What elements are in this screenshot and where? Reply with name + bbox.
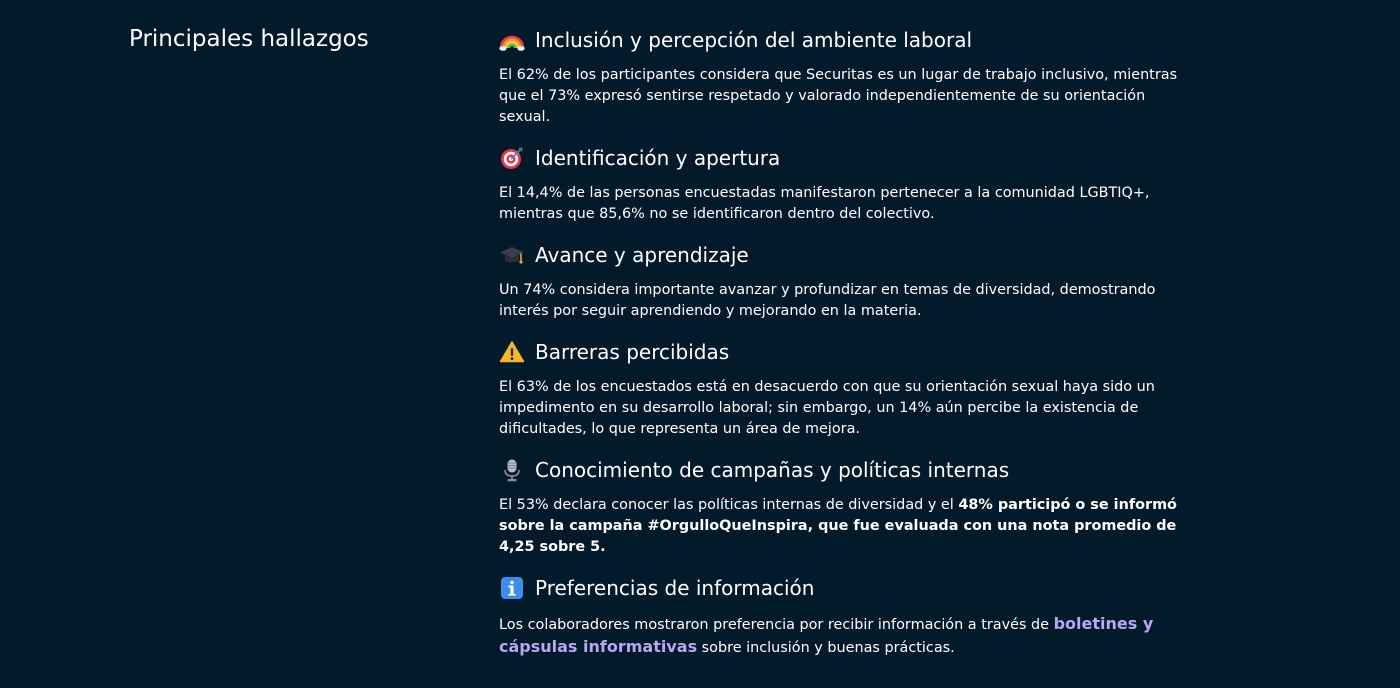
finding-body (499, 495, 1199, 558)
finding-heading (499, 338, 1199, 366)
finding-body-highlight: 48% participó o se informó sobre la campaña #OrgulloQueInspira, que fue evaluada con una nota promedio de 4,25 sobre 5. (499, 497, 1177, 555)
finding-heading (499, 456, 1199, 484)
finding-body: El 14,4% de las personas encuestadas manifestaron pertenecer a la comunidad LGBTIQ+, mientras que 85,6% no se identificaron dentro del colectivo. (499, 185, 1150, 222)
target-icon (499, 145, 525, 171)
finding-title: Conocimiento de campañas y políticas internas (535, 458, 1010, 482)
finding-heading (499, 574, 1199, 602)
finding-title: Avance y aprendizaje (535, 243, 749, 267)
finding-body: El 63% de los encuestados está en desacuerdo con que su orientación sexual haya sido un impedimento en su desarrollo laboral; sin embargo, un 14% aún percibe la existencia de dificultades, lo que representa un área de mejora. (499, 379, 1155, 437)
finding-body-accent: boletines y cápsulas informativas (499, 614, 1154, 656)
finding-barriers (499, 338, 1199, 440)
warning-icon (499, 339, 525, 365)
graduation-cap-icon (499, 242, 525, 268)
finding-heading (499, 241, 1199, 269)
finding-body-text: Los colaboradores mostraron preferencia por recibir información a través de (499, 617, 1054, 633)
finding-preferences (499, 574, 1199, 659)
info-icon (499, 575, 525, 601)
finding-learning (499, 241, 1199, 322)
finding-title: Identificación y apertura (535, 146, 781, 170)
finding-body: El 62% de los participantes considera que Securitas es un lugar de trabajo inclusivo, mientras que el 73% expresó sentirse respetado y valorado independientemente de su orientación sexual. (499, 67, 1178, 125)
finding-body (499, 613, 1199, 659)
findings-list (499, 26, 1199, 659)
finding-body-text: El 53% declara conocer las políticas internas de diversidad y el (499, 497, 959, 513)
finding-title: Preferencias de información (535, 576, 815, 600)
microphone-icon (499, 457, 525, 483)
finding-title: Barreras percibidas (535, 340, 730, 364)
finding-heading (499, 144, 1199, 172)
finding-body: Un 74% considera importante avanzar y profundizar en temas de diversidad, demostrando interés por seguir aprendiendo y mejorando en la materia. (499, 282, 1156, 319)
rainbow-icon (499, 27, 525, 53)
side-title: Principales hallazgos (129, 26, 369, 52)
finding-identification (499, 144, 1199, 225)
finding-title: Inclusión y percepción del ambiente laboral (535, 28, 973, 52)
finding-inclusion (499, 26, 1199, 128)
finding-body-text-end: sobre inclusión y buenas prácticas. (697, 640, 955, 656)
finding-campaigns (499, 456, 1199, 558)
finding-heading (499, 26, 1199, 54)
